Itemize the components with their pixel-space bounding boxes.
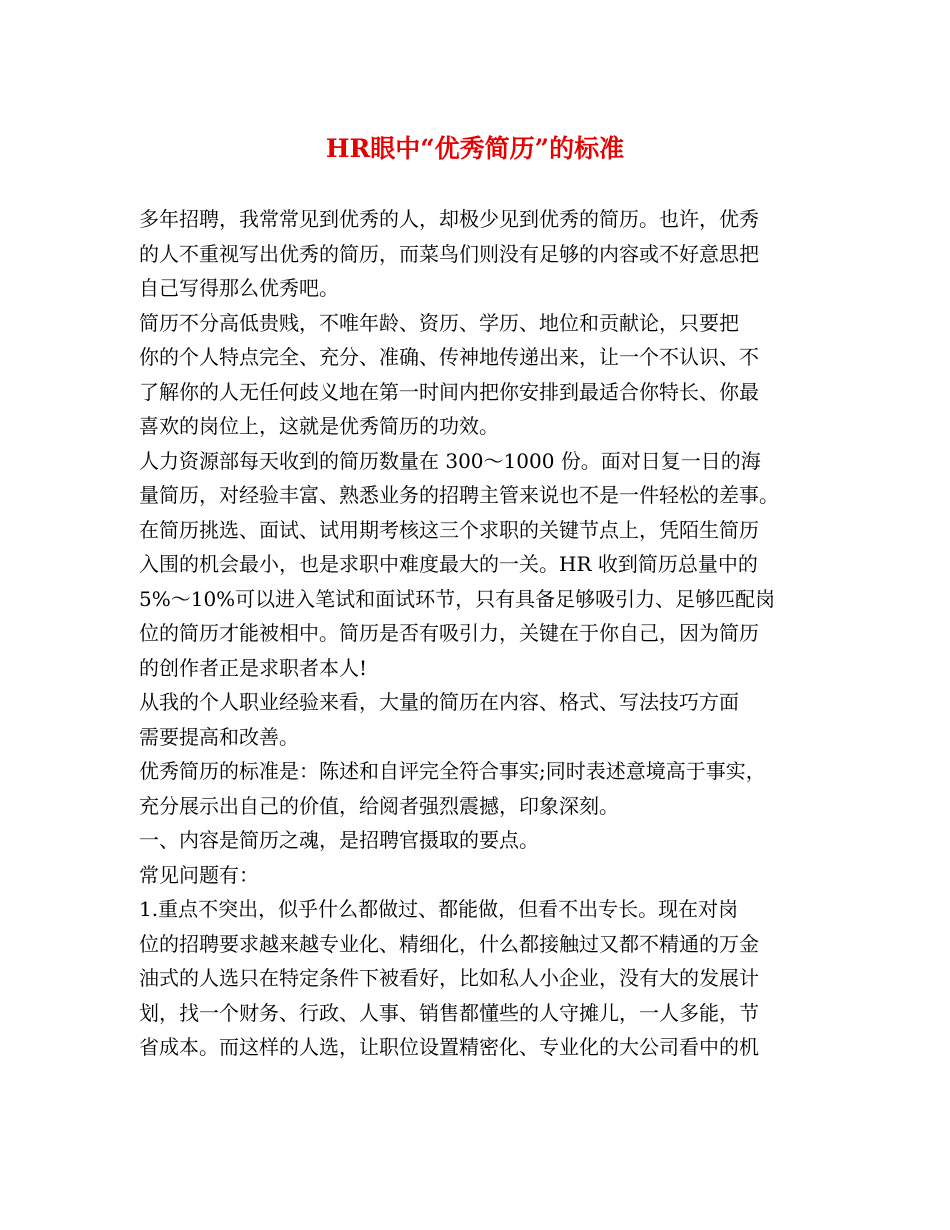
body-line: 入围的机会最小，也是求职中难度最大的一关。HR 收到简历总量中的 <box>139 552 758 576</box>
body-line: 你的个人特点完全、充分、准确、传神地传递出来，让一个不认识、不 <box>139 345 759 369</box>
body-line: 划，找一个财务、行政、人事、销售都懂些的人守摊儿，一人多能，节 <box>139 1000 759 1025</box>
body-line: 5%～10%可以进入笔试和面试环节，只有具备足够吸引力、足够匹配岗 <box>139 586 776 611</box>
body-line: 自己写得那么优秀吧。 <box>139 276 339 300</box>
body-line: 了解你的人无任何歧义地在第一时间内把你安排到最适合你特长、你最 <box>139 379 759 404</box>
body-line: 位的简历才能被相中。简历是否有吸引力，关键在于你自己，因为简历 <box>139 621 759 645</box>
body-line: 量简历，对经验丰富、熟悉业务的招聘主管来说也不是一件轻松的差事。 <box>139 483 779 507</box>
body-line: 位的招聘要求越来越专业化、精细化，什么都接触过又都不精通的万金 <box>139 931 759 956</box>
body-line: 一、内容是简历之魂，是招聘官摄取的要点。 <box>139 828 539 852</box>
body-line: 省成本。而这样的人选，让职位设置精密化、专业化的大公司看中的机 <box>139 1035 759 1059</box>
body-line: 优秀简历的标准是：陈述和自评完全符合事实;同时表述意境高于事实， <box>139 759 766 783</box>
body-line: 从我的个人职业经验来看，大量的简历在内容、格式、写法技巧方面 <box>139 690 739 714</box>
body-line: 人力资源部每天收到的简历数量在 300～1000 份。面对日复一日的海 <box>139 448 761 473</box>
body-line: 油式的人选只在特定条件下被看好，比如私人小企业，没有大的发展计 <box>139 966 759 990</box>
document-body <box>139 202 829 1065</box>
body-line: 多年招聘，我常常见到优秀的人，却极少见到优秀的简历。也许，优秀 <box>139 207 759 231</box>
document-title: HR眼中“优秀简历”的标准 <box>325 134 625 163</box>
body-line: 充分展示出自己的价值，给阅者强烈震撼，印象深刻。 <box>139 793 619 818</box>
body-line: 在简历挑选、面试、试用期考核这三个求职的关键节点上，凭陌生简历 <box>139 517 759 542</box>
body-line: 简历不分高低贵贱，不唯年龄、资历、学历、地位和贡献论，只要把 <box>139 310 739 335</box>
body-line: 的人不重视写出优秀的简历，而菜鸟们则没有足够的内容或不好意思把 <box>139 241 759 266</box>
body-line: 需要提高和改善。 <box>139 724 299 749</box>
body-line: 常见问题有： <box>139 862 259 887</box>
body-line: 1.重点不突出，似乎什么都做过、都能做，但看不出专长。现在对岗 <box>139 897 739 921</box>
body-line: 喜欢的岗位上，这就是优秀简历的功效。 <box>139 414 499 438</box>
body-line: 的创作者正是求职者本人! <box>139 655 368 680</box>
